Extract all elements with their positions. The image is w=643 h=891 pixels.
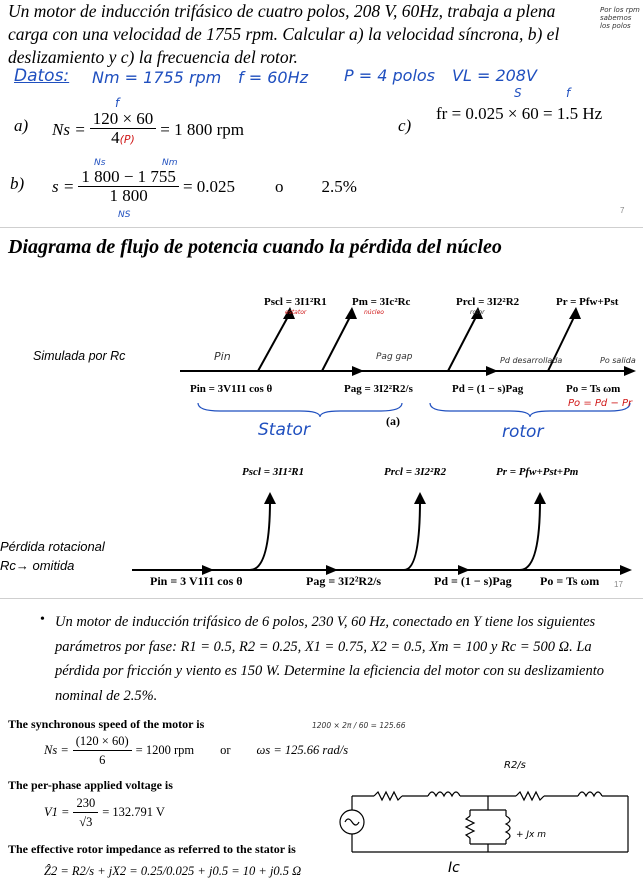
s-lhs: s = (52, 176, 75, 196)
per-phase-text: The per-phase applied voltage is (8, 778, 173, 792)
diagram-b-branch-3-line (520, 500, 540, 570)
circuit-r1 (374, 792, 402, 800)
hand-calc: 1200 × 2π / 60 = 125.66 (312, 721, 406, 730)
diagram-b-branch-1-line (250, 500, 270, 570)
sync-ws: ωs = 125.66 rad/s (256, 743, 349, 757)
equivalent-circuit (330, 770, 635, 870)
circuit-source-wave (345, 819, 359, 825)
diagram-a-pag-hand: Pag gap (376, 352, 413, 362)
diagram-b-po: Po = Ts ωm (540, 574, 600, 588)
page-number-7: 7 (620, 206, 625, 215)
diagram-a-branch-2-note: núcleo (364, 309, 384, 316)
sync-or: or (220, 743, 231, 757)
diagram-b-branch-3: Pr = Pfw+Pst+Pm (496, 466, 579, 478)
diagram-a-pag: Pag = 3I2²R2/s (344, 383, 413, 395)
diagram-b-arrow-1 (264, 492, 276, 504)
fr-note-f: f (566, 86, 571, 100)
flow-title: Diagrama de flujo de potencia cuando la pérdida del núcleo (8, 236, 502, 258)
problem-statement: Un motor de inducción trifásico de cuatro polos, 208 V, 60Hz, trabaja a plena carga con una velocidad de 1755 rpm. Calcular a) la velocidad síncrona, b) el deslizamiento y c) la frecuencia del rotor. (8, 1, 560, 67)
diagram-a-rotor-hand: rotor (502, 422, 544, 442)
v1-numerator: 230 (73, 794, 98, 813)
sync-result: = 1200 rpm (135, 743, 195, 757)
circuit-x1 (428, 792, 460, 796)
v1-result: = 132.791 V (102, 805, 165, 819)
circuit-r2 (516, 792, 544, 800)
part-c-label: c) (398, 116, 412, 135)
s-percent: 2.5% (321, 176, 357, 196)
ns-equation (52, 110, 244, 149)
s-note-nm: Nm (162, 158, 178, 168)
ns-numerator: 120 × 60 (90, 110, 157, 129)
s-equation (52, 168, 357, 205)
fr-note-s: S (514, 86, 522, 100)
diagram-a-arrow-4 (569, 307, 581, 319)
s-or: o (275, 176, 284, 196)
diagram-a-po-hand: Po salida (600, 356, 636, 365)
diagram-a-branch-3: Prcl = 3I2²R2 (456, 296, 520, 308)
circuit-x2 (578, 792, 602, 796)
s-numerator: 1 800 − 1 755 (78, 168, 179, 187)
diagram-a-po-note: Po = Pd − Pr (568, 398, 633, 409)
ns-above-note: f (115, 96, 120, 110)
sync-denominator: 6 (99, 753, 106, 767)
diagram-a-arrow-2 (345, 307, 357, 319)
circuit-r2s-label: R2/s (504, 760, 526, 771)
diagram-a-label: (a) (386, 414, 400, 428)
fr-equation: fr = 0.025 × 60 = 1.5 Hz (436, 104, 603, 123)
diagram-a-stator-brace (198, 403, 402, 417)
divider-1 (0, 227, 643, 228)
circuit-rc (466, 816, 474, 838)
diagram-b-arrow-2 (414, 492, 426, 504)
diagram-a-branch-3-line (448, 313, 478, 371)
ns-result: = 1 800 rpm (160, 119, 245, 139)
diagram-a-arrow-mid2 (486, 366, 498, 376)
v1-denominator: √3 (79, 815, 93, 829)
side-label-b-line1: Pérdida rotacional (0, 539, 105, 554)
exercise-statement: Un motor de inducción trifásico de 6 polos, 230 V, 60 Hz, conectado en Y tiene los siguientes parámetros por fase: R1 = 0.5, R2 = 0.25, X1 = 0.75, X2 = 0.5, Xm = 100 y Rc = 500 Ω. La pérdida por fricción y viento es 150 W. Determine la eficiencia del motor con su deslizamiento nominal de 2.5%. (55, 614, 605, 704)
diagram-a-stator-hand: Stator (258, 420, 310, 440)
diagram-a-pd-hand: Pd desarrollada (500, 356, 563, 365)
diagram-a-branch-3-note: rotor (470, 309, 485, 316)
diagram-b-pag: Pag = 3I2²R2/s (306, 574, 382, 588)
diagram-b-pin: Pin = 3 V1I1 cos θ (150, 574, 243, 588)
sync-equation (44, 732, 348, 769)
ns-lhs: Ns = (52, 119, 86, 139)
diagram-a-branch-2: Pm = 3Ic²Rc (352, 296, 411, 308)
diagram-a-pin: Pin = 3V1I1 cos θ (190, 383, 273, 395)
side-label-a: Simulada por Rc (33, 349, 126, 363)
circuit-xm-label: + Jx m (516, 830, 547, 840)
datos-p: P = 4 polos (344, 66, 436, 85)
diagram-a-arrow-end (624, 366, 636, 376)
diagram-b-arrow-3 (534, 492, 546, 504)
diagram-b-branch-2: Prcl = 3I2²R2 (384, 466, 447, 478)
datos-nm: Nm = 1755 rpm (92, 68, 222, 87)
diagram-b-arrow-end (620, 565, 632, 575)
diagram-a-pd: Pd = (1 − s)Pag (452, 383, 524, 395)
s-result: = 0.025 (182, 176, 236, 196)
divider-2 (0, 598, 643, 599)
diagram-a-branch-1-note: estator (285, 309, 307, 316)
z2-equation: Ẑ2 = R2/s + jX2 = 0.25/0.025 + j0.5 = 10 + j0.5 Ω (44, 864, 302, 878)
part-a-label: a) (14, 116, 29, 135)
ns-denominator: 4 (111, 128, 120, 147)
s-note-ns2: NS (118, 210, 131, 220)
circuit-ic-label: Ic (448, 860, 460, 876)
ns-den-note: (P) (119, 133, 135, 146)
datos-vl: VL = 208V (452, 66, 537, 85)
datos-f: f = 60Hz (238, 68, 308, 87)
bullet-marker: • (40, 612, 45, 627)
diagram-a-po: Po = Ts ωm (566, 383, 621, 395)
s-note-ns: Ns (94, 158, 106, 168)
s-denominator: 1 800 (109, 186, 148, 205)
diagram-a-branch-2-line (322, 313, 352, 371)
diagram-b-pd: Pd = (1 − s)Pag (434, 574, 512, 588)
side-note: Por los rpm sabemos los polos (600, 6, 640, 30)
diagram-a-arrow-mid1 (352, 366, 364, 376)
diagram-b-branch-2-line (404, 500, 420, 570)
diagram-a-branch-1-line (258, 313, 290, 371)
v1-lhs: V1 = (44, 805, 70, 819)
datos-label: Datos: (14, 66, 70, 86)
sync-speed-text: The synchronous speed of the motor is (8, 717, 205, 731)
sync-numerator: (120 × 60) (73, 732, 132, 751)
part-b-label: b) (10, 174, 25, 193)
diagram-b-branch-1: Pscl = 3I1²R1 (242, 466, 305, 478)
diagram-a-branch-4: Pr = Pfw+Pst (556, 296, 619, 308)
side-label-b-line2: Rc→ omitida (0, 558, 75, 573)
v1-equation (44, 794, 165, 831)
page-number-17: 17 (614, 580, 623, 589)
rotor-imp-text: The effective rotor impedance as referred to the stator is (8, 842, 296, 856)
circuit-xm (506, 816, 510, 840)
sync-ns-lhs: Ns = (44, 743, 69, 757)
diagram-a-pin-hand: Pin (214, 350, 231, 363)
diagram-a-branch-1: Pscl = 3I1²R1 (264, 296, 327, 308)
